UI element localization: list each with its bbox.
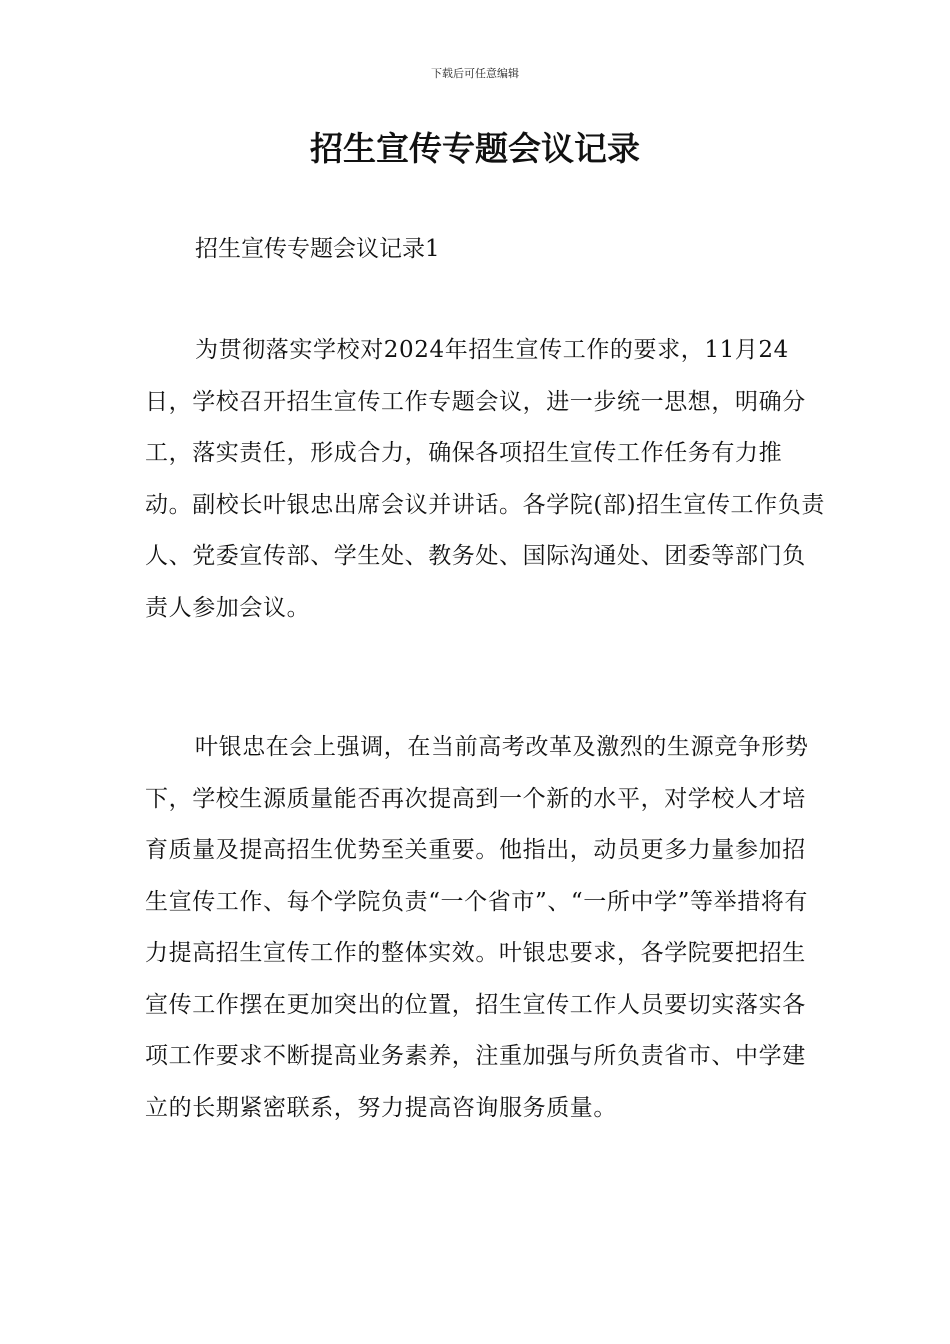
section-heading: 招生宣传专题会议记录1 [195, 236, 440, 262]
document-title: 招生宣传专题会议记录 [310, 129, 640, 168]
body-paragraph-2: 叶银忠在会上强调，在当前高考改革及激烈的生源竞争形势下，学校生源质量能否再次提高到一个新的水平，对学校人才培育质量及提高招生优势至关重要。他指出，动员更多力量参加招生宣传工作、每个学院负责“一个省市”、“一所中学”等举措将有力提高招生宣传工作的整体实效。叶银忠要求，各学院要把招生宣传工作摆在更加突出的位置，招生宣传工作人员要切实落实各项工作要求不断提高业务素养，注重加强与所负责省市、中学建立的长期紧密联系，努力提高咨询服务质量。 [145, 734, 809, 1121]
header-note: 下载后可任意编辑 [431, 67, 519, 80]
body-paragraph-1: 为贯彻落实学校对2024年招生宣传工作的要求，11月24日，学校召开招生宣传工作专题会议，进一步统一思想，明确分工，落实责任，形成合力，确保各项招生宣传工作任务有力推动。副校长叶银忠出席会议并讲话。各学院(部)招生宣传工作负责人、党委宣传部、学生处、教务处、国际沟通处、团委等部门负责人参加会议。 [145, 337, 825, 621]
